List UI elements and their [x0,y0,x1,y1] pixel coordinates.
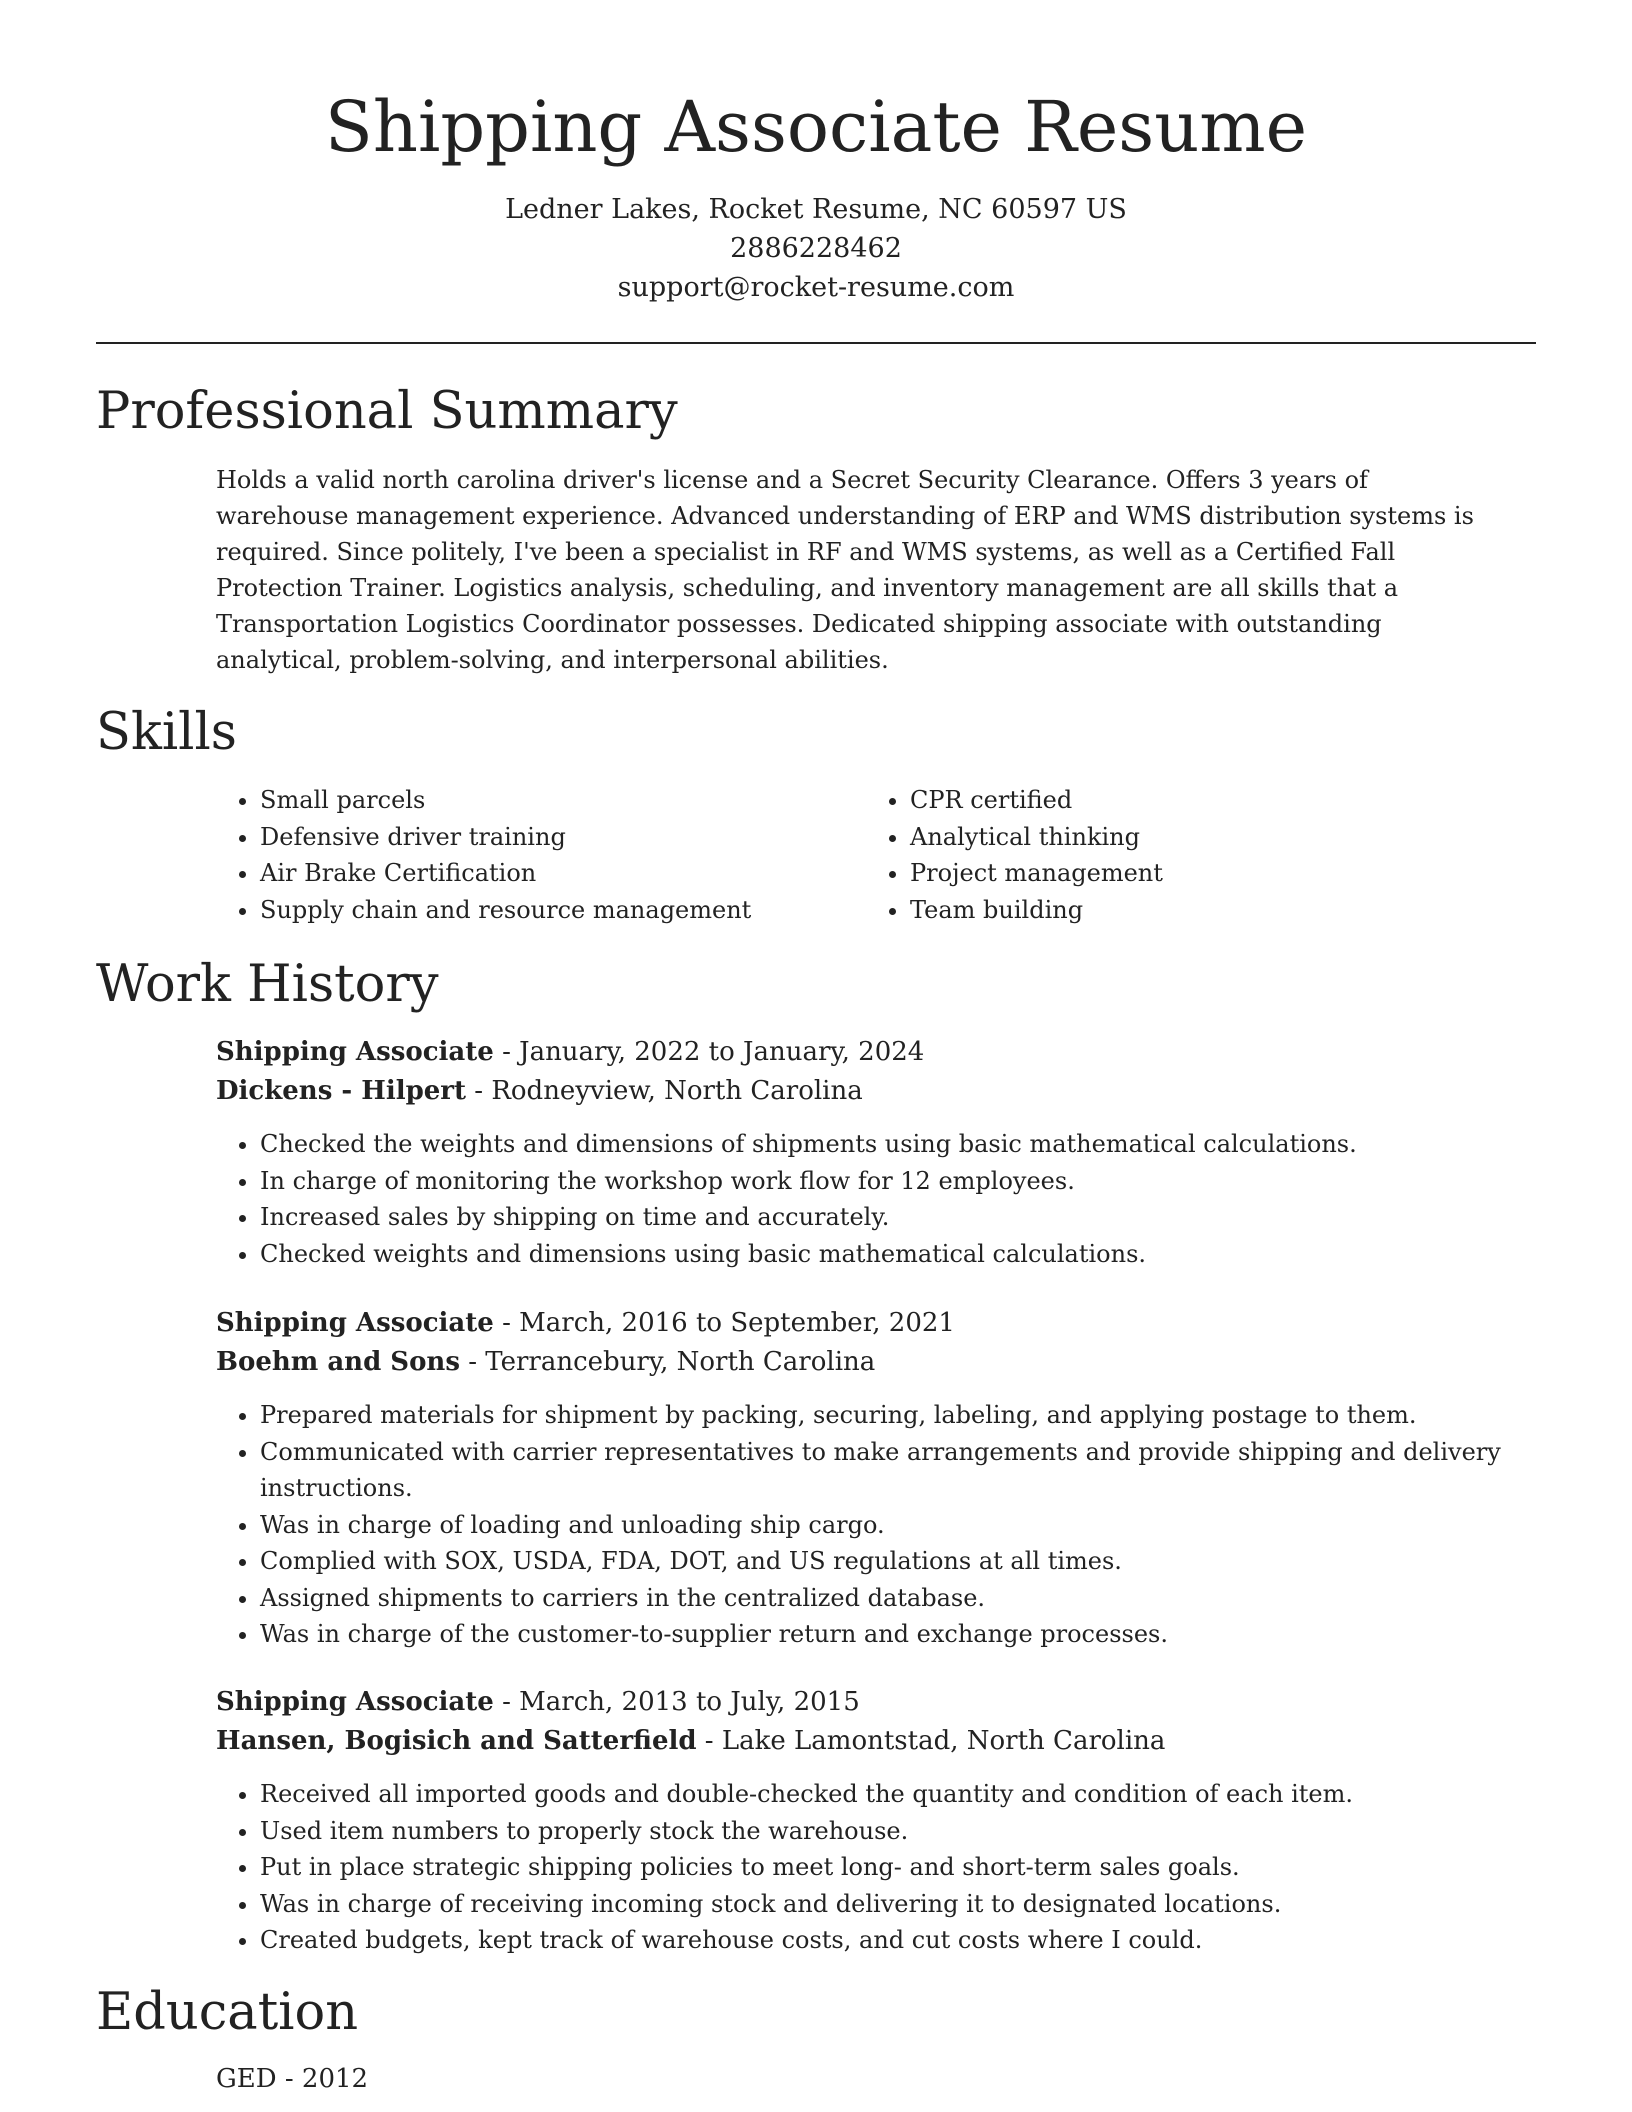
contact-phone: 2886228462 [730,233,902,264]
education-entry [216,2060,1516,2099]
job-dates: - January, 2022 to January, 2024 [493,1037,925,1067]
job-bullet: • Assigned shipments to carriers in the centralized database. [260,1580,1560,1617]
job-header [216,1033,1516,1111]
resume-header [96,82,1536,307]
job-bullet: • Received all imported goods and double-checked the quantity and condition of each item. [260,1776,1560,1813]
skill-item: • Supply chain and resource management [260,892,820,929]
job-bullet: • Checked weights and dimensions using basic mathematical calculations. [260,1236,1560,1273]
job-role: Shipping Associate [216,1037,494,1067]
job-company: Boehm and Sons [216,1347,460,1377]
education-degree: GED [216,2064,277,2094]
job-bullets [216,1776,1560,1959]
education-year: - 2012 [276,2064,369,2094]
skills-list-left [216,782,820,928]
contact-address: Ledner Lakes, Rocket Resume, NC 60597 US [505,194,1127,225]
skill-item: • Analytical thinking [910,819,1470,856]
job-bullet: • Put in place strategic shipping policies to meet long- and short-term sales goals. [260,1849,1560,1886]
skill-item: • Small parcels [260,782,820,819]
job-bullets [216,1397,1560,1653]
job-bullet: • Complied with SOX, USDA, FDA, DOT, and US regulations at all times. [260,1543,1560,1580]
job-location: - Rodneyview, North Carolina [466,1076,863,1106]
job-role: Shipping Associate [216,1687,494,1717]
job-bullet: • Prepared materials for shipment by packing, securing, labeling, and applying postage to them. [260,1397,1560,1434]
job-bullet: • Was in charge of loading and unloading ship cargo. [260,1507,1560,1544]
skill-item: • Project management [910,855,1470,892]
summary-text: Holds a valid north carolina driver's license and a Secret Security Clearance. Offers 3 years of warehouse management experience. Advanced understanding of ERP and WMS distribution systems is required. Since politely, I've been a specialist in RF and WMS systems, as well as a Certified Fall Protection Trainer. Logistics analysis, scheduling, and inventory management are all skills that a Transportation Logistics Coordinator possesses. Dedicated shipping associate with outstanding analytical, problem-solving, and interpersonal abilities. [216,466,1474,674]
job-company: Dickens - Hilpert [216,1076,466,1106]
job-dates: - March, 2013 to July, 2015 [493,1687,860,1717]
skills-list-right [866,782,1470,928]
job-dates: - March, 2016 to September, 2021 [493,1308,955,1338]
skills-heading: Skills [96,703,237,762]
job-bullet: • Was in charge of receiving incoming stock and delivering it to designated locations. [260,1886,1560,1923]
job-bullet: • Checked the weights and dimensions of shipments using basic mathematical calculations. [260,1126,1560,1163]
contact-email: support@rocket-resume.com [617,272,1015,303]
work-heading: Work History [96,955,439,1014]
resume-title: Shipping Associate Resume [324,86,1308,168]
job-bullets [216,1126,1560,1272]
contact-block [96,190,1536,307]
job-location: - Lake Lamontstad, North Carolina [696,1726,1166,1756]
education-heading: Education [96,1983,359,2042]
skill-item: • CPR certified [910,782,1470,819]
job-bullet: • Created budgets, kept track of warehouse costs, and cut costs where I could. [260,1922,1560,1959]
job-header [216,1683,1516,1761]
header-divider [96,342,1536,344]
job-bullet: • Used item numbers to properly stock the warehouse. [260,1813,1560,1850]
job-header [216,1304,1516,1382]
job-bullet: • Was in charge of the customer-to-supplier return and exchange processes. [260,1616,1560,1653]
skill-item: • Air Brake Certification [260,855,820,892]
job-bullet: • Increased sales by shipping on time and accurately. [260,1199,1560,1236]
job-location: - Terrancebury, North Carolina [459,1347,876,1377]
skill-item: • Team building [910,892,1470,929]
job-company: Hansen, Bogisich and Satterfield [216,1726,697,1756]
summary-heading: Professional Summary [96,382,678,441]
job-role: Shipping Associate [216,1308,494,1338]
job-bullet: • In charge of monitoring the workshop work flow for 12 employees. [260,1163,1560,1200]
skill-item: • Defensive driver training [260,819,820,856]
job-bullet: • Communicated with carrier representatives to make arrangements and provide shipping and delivery instructions. [260,1434,1560,1507]
